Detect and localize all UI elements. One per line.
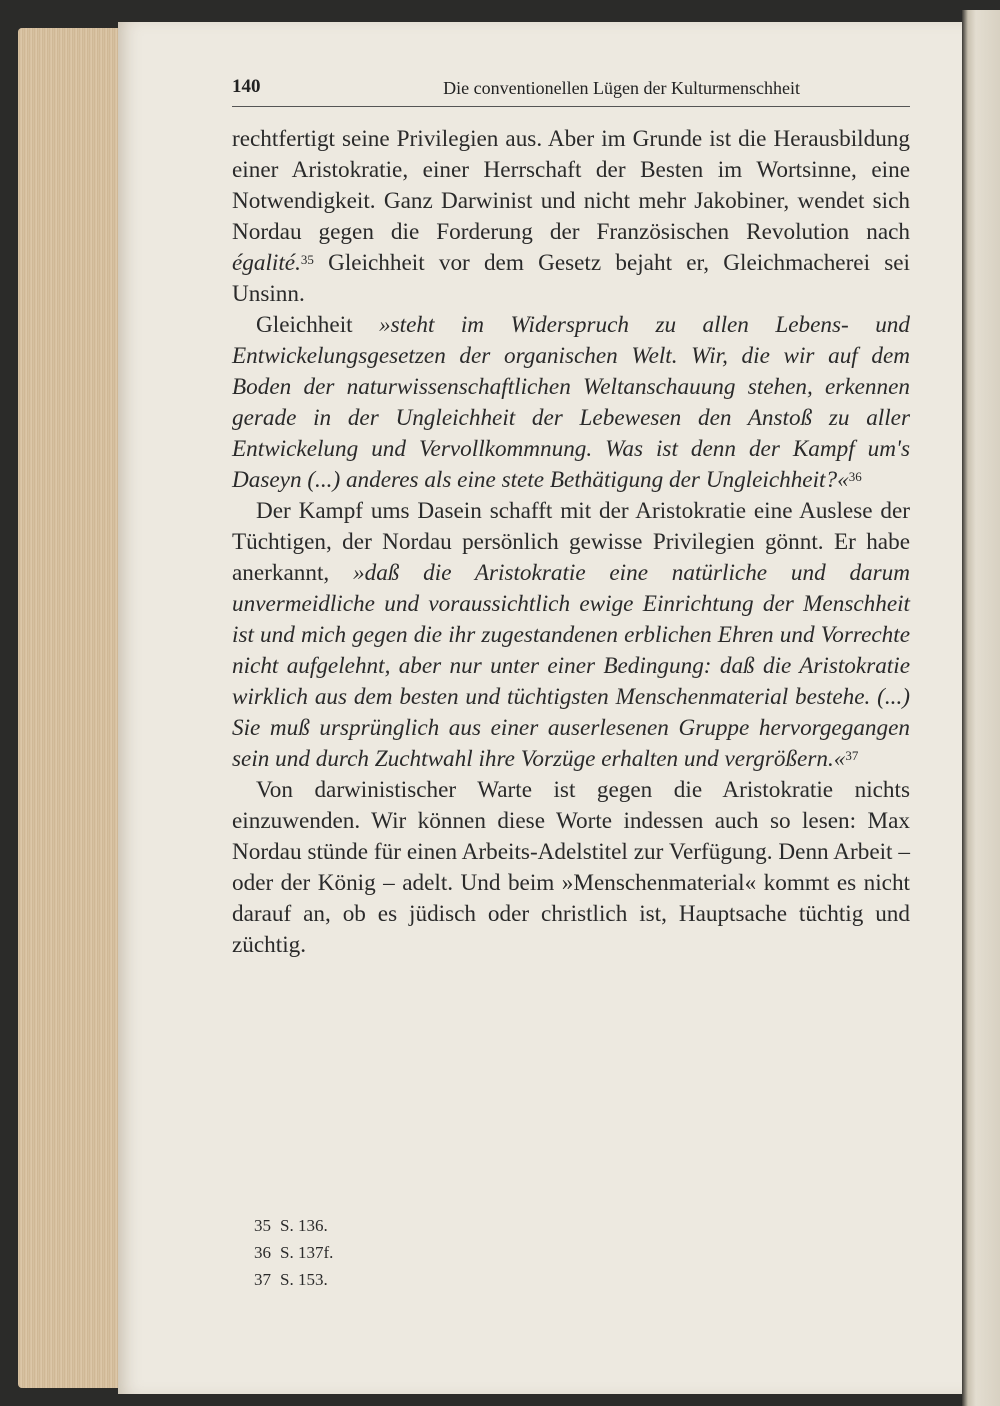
footnote bbox=[254, 1239, 554, 1266]
footnotes bbox=[254, 1212, 554, 1293]
page-header bbox=[232, 76, 910, 107]
footnote-text: S. 153. bbox=[280, 1270, 328, 1289]
footnote bbox=[254, 1266, 554, 1293]
page-number: 140 bbox=[232, 76, 261, 97]
footnote-ref-37[interactable]: 37 bbox=[845, 748, 859, 763]
body-text bbox=[232, 124, 910, 961]
footnote-number: 36 bbox=[254, 1243, 271, 1262]
footnote-ref-35[interactable]: 35 bbox=[300, 252, 314, 267]
footnote-text: S. 136. bbox=[280, 1216, 328, 1235]
footnote-number: 35 bbox=[254, 1216, 271, 1235]
paragraph-4: Von darwinistischer Warte ist gegen die Aristokratie nichts einzuwenden. Wir können diese Worte indessen auch so lesen: Max Nordau stünde für einen Arbeits-Adelstitel zur Verfügung. Denn Arbeit – oder der König – adelt. Und beim »Menschenmaterial« kommt es nicht darauf an, ob es jüdisch oder christlich ist, Hauptsache tüchtig und züchtig. bbox=[232, 777, 910, 958]
footnote bbox=[254, 1212, 554, 1239]
footnote-text: S. 137f. bbox=[280, 1243, 334, 1262]
book-page-edges bbox=[18, 28, 123, 1388]
quote-italic: »daß die Aristokratie eine natürliche und darum unvermeidliche und voraussichtlich ewige Einrichtung der Menschheit ist und mich gegen die ihr zugestandenen erblichen Ehren und Vorrechte nicht aufgelehnt, aber nur unter einer Bedingung: daß die Aristokratie wirklich aus dem besten und tüchtigsten Menschenmaterial bestehe. (...) Sie muß ursprünglich aus einer auserlesenen Gruppe hervorgegangen sein und durch Zuchtwahl ihre Vorzüge erhalten und vergrößern.« bbox=[232, 560, 910, 772]
facing-page-edge bbox=[962, 10, 1000, 1406]
footnote-number: 37 bbox=[254, 1270, 271, 1289]
paragraph-1: rechtfertigt seine Privilegien aus. Aber im Grunde ist die Herausbildung einer Aristokratie, einer Herrschaft der Besten im Wortsinne, eine Notwendigkeit. Ganz Darwinist und nicht mehr Jakobiner, wendet sich Nordau gegen die Forderung der Französischen Revolution nach égalité.$^{35}$ Gleichheit vor dem Gesetz bejaht er, Gleichmacherei sei Unsinn. bbox=[232, 126, 910, 307]
footnote-ref-36[interactable]: 36 bbox=[848, 469, 862, 484]
paragraph-3: Der Kampf ums Dasein schafft mit der Aristokratie eine Auslese der Tüchtigen, der Nordau persönlich gewisse Privilegien gönnt. Er habe anerkannt, »daß die Aristokratie eine natürliche und darum unvermeidliche und voraussichtlich ewige Einrichtung der Menschheit ist und mich gegen die ihr zugestandenen erblichen Ehren und Vorrechte nicht aufgelehnt, aber nur unter einer Bedingung: daß die Aristokratie wirklich aus dem besten und tüchtigsten Menschenmaterial bestehe. (...) Sie muß ursprünglich aus einer auserlesenen Gruppe hervorgegangen sein und durch Zuchtwahl ihre Vorzüge erhalten und vergrößern.«$^{37}$ bbox=[232, 498, 910, 772]
italic-term: égalité. bbox=[232, 250, 301, 276]
quote-italic: »steht im Widerspruch zu allen Lebens- und Entwickelungsgesetzen der organischen Welt. Wir, die wir auf dem Boden der naturwissenschaftlichen Weltanschauung stehen, erkennen gerade in der Ungleichheit der Lebewesen den Anstoß zu aller Entwickelung und Vervollkommnung. Was ist denn der Kampf um's Daseyn (...) anderes als eine stete Bethätigung der Ungleichheit?« bbox=[232, 312, 910, 493]
running-title: Die conventionellen Lügen der Kulturmenschheit bbox=[443, 78, 800, 98]
paragraph-2: Gleichheit »steht im Widerspruch zu allen Lebens- und Entwickelungsgesetzen der organischen Welt. Wir, die wir auf dem Boden der naturwissenschaftlichen Weltanschauung stehen, erkennen gerade in der Ungleichheit der Lebewesen den Anstoß zu aller Entwickelung und Vervollkommnung. Was ist denn der Kampf um's Daseyn (...) anderes als eine stete Bethätigung der Ungleichheit?«$^{36}$ bbox=[232, 312, 910, 493]
